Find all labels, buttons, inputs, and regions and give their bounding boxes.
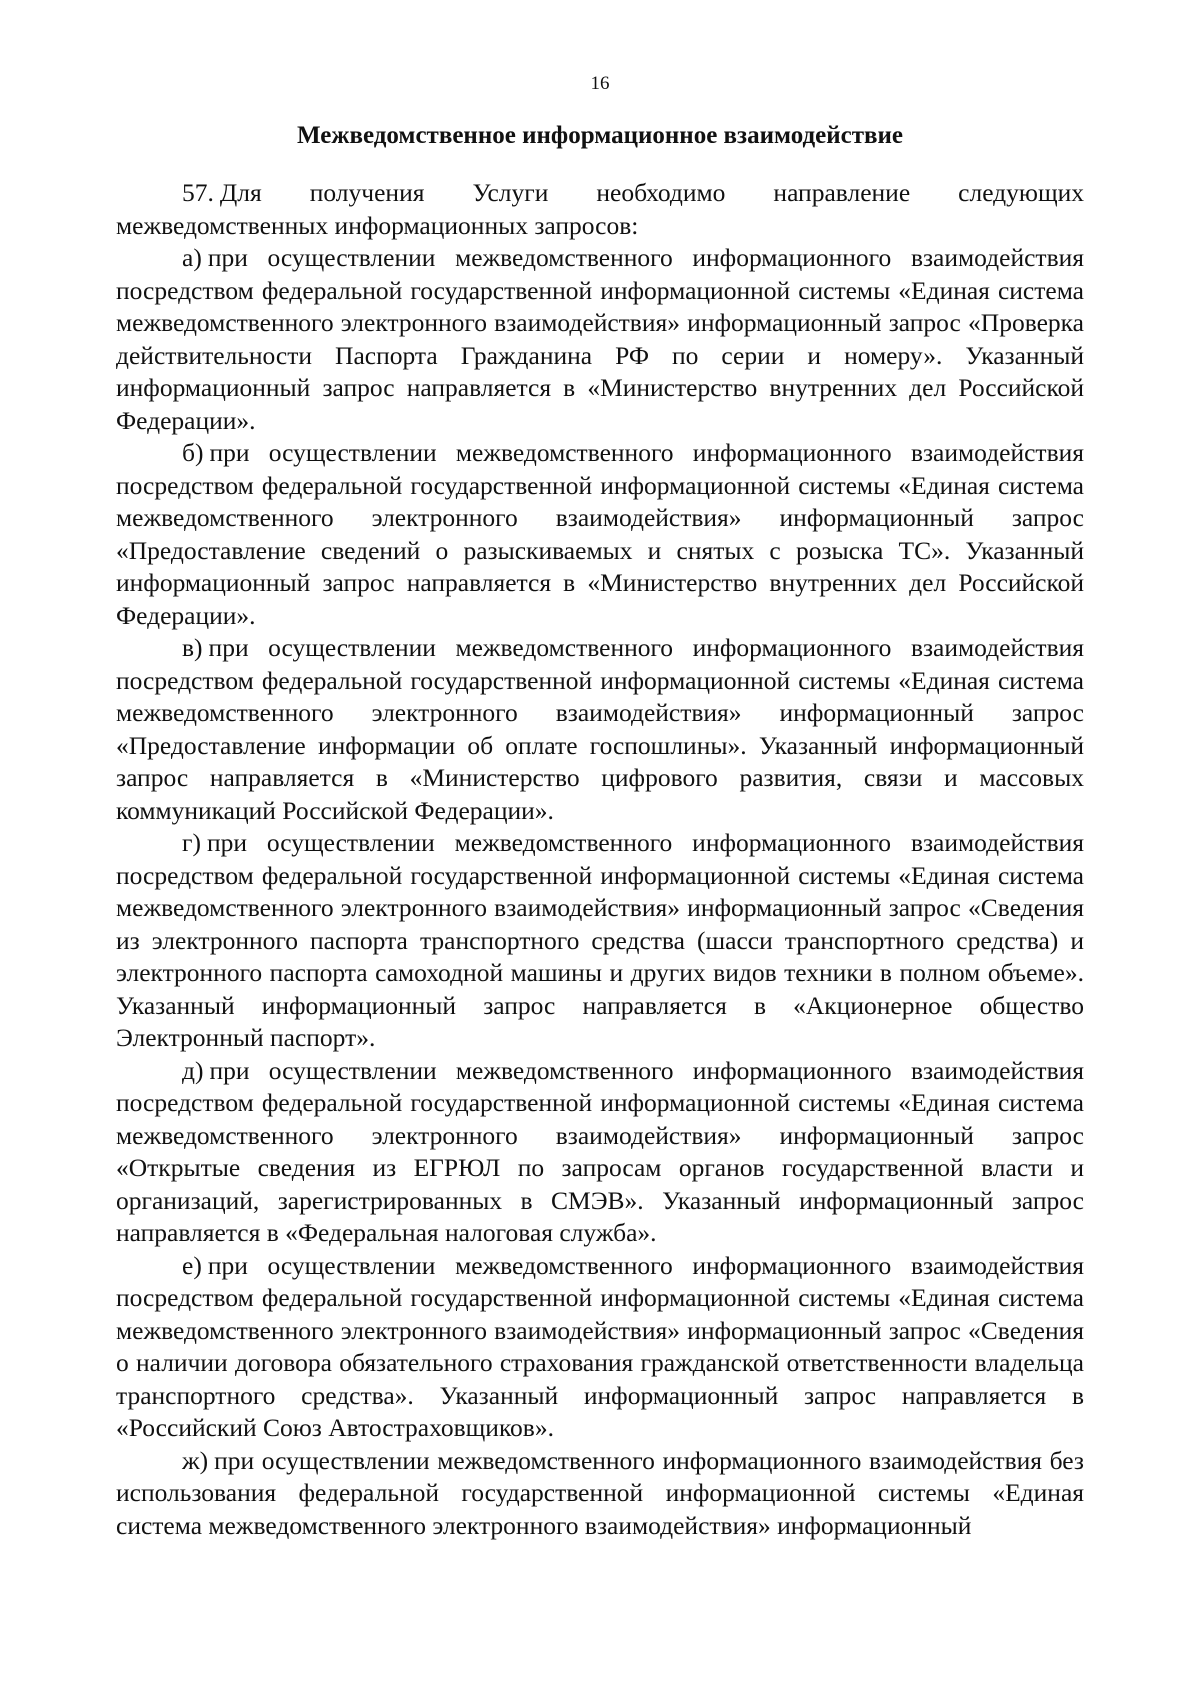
paragraph-label: а) [182, 243, 202, 272]
paragraph-a [116, 242, 1084, 437]
paragraph-v [116, 632, 1084, 827]
paragraph-label: д) [182, 1055, 204, 1085]
page-number: 16 [590, 73, 610, 94]
section-heading: Межведомственное информационное взаимодействие [297, 122, 903, 149]
paragraph-text: при осуществлении межведомственного информационного взаимодействия посредством федеральной государственной информационной системы «Единая система межведомственного электронного взаимодействия» информационный запрос «Открытые сведения из ЕГРЮЛ по запросам органов государственной власти и организаций, зарегистрированных в СМЭВ». Указанный информационный запрос направляется в «Федеральная налоговая служба». [116, 1055, 1084, 1247]
document-body [116, 177, 1084, 1542]
paragraph-e [116, 1250, 1084, 1445]
paragraph-d [116, 1055, 1084, 1250]
paragraph-text: при осуществлении межведомственного информационного взаимодействия посредством федеральной государственной информационной системы «Единая система межведомственного электронного взаимодействия» информационный запрос «Проверка действительности Паспорта Гражданина РФ по серии и номеру». Указанный информационный запрос направляется в «Министерство внутренних дел Российской Федерации». [116, 243, 1084, 435]
paragraph-label: б) [182, 438, 204, 467]
paragraph-label: в) [182, 633, 203, 662]
paragraph-g [116, 827, 1084, 1055]
paragraph-zh [116, 1445, 1084, 1543]
paragraph-text: при осуществлении межведомственного информационного взаимодействия без использования федеральной государственной информационной системы «Единая система межведомственного электронного взаимодействия» информационный [116, 1445, 1084, 1540]
paragraph-label: 57. [182, 178, 214, 207]
paragraph-text: Для получения Услуги необходимо направление следующих межведомственных информационных запросов: [116, 178, 1084, 240]
paragraph-label: г) [182, 828, 201, 857]
paragraph-text: при осуществлении межведомственного информационного взаимодействия посредством федеральной государственной информационной системы «Единая система межведомственного электронного взаимодействия» информационный запрос «Сведения из электронного паспорта транспортного средства (шасси транспортного средства) и электронного паспорта самоходной машины и других видов техники в полном объеме». Указанный информационный запрос направляется в «Акционерное общество Электронный паспорт». [116, 828, 1084, 1052]
paragraph-text: при осуществлении межведомственного информационного взаимодействия посредством федеральной государственной информационной системы «Единая система межведомственного электронного взаимодействия» информационный запрос «Сведения о наличии договора обязательного страхования гражданской ответственности владельца транспортного средства». Указанный информационный запрос направляется в «Российский Союз Автостраховщиков». [116, 1250, 1084, 1442]
paragraph-text: при осуществлении межведомственного информационного взаимодействия посредством федеральной государственной информационной системы «Единая система межведомственного электронного взаимодействия» информационный запрос «Предоставление информации об оплате госпошлины». Указанный информационный запрос направляется в «Министерство цифрового развития, связи и массовых коммуникаций Российской Федерации». [116, 633, 1084, 825]
paragraph-label: е) [182, 1250, 202, 1280]
paragraph-b [116, 437, 1084, 632]
paragraph-57 [116, 177, 1084, 242]
paragraph-text: при осуществлении межведомственного информационного взаимодействия посредством федеральной государственной информационной системы «Единая система межведомственного электронного взаимодействия» информационный запрос «Предоставление сведений о разыскиваемых и снятых с розыска ТС». Указанный информационный запрос направляется в «Министерство внутренних дел Российской Федерации». [116, 438, 1084, 630]
paragraph-label: ж) [182, 1445, 209, 1475]
